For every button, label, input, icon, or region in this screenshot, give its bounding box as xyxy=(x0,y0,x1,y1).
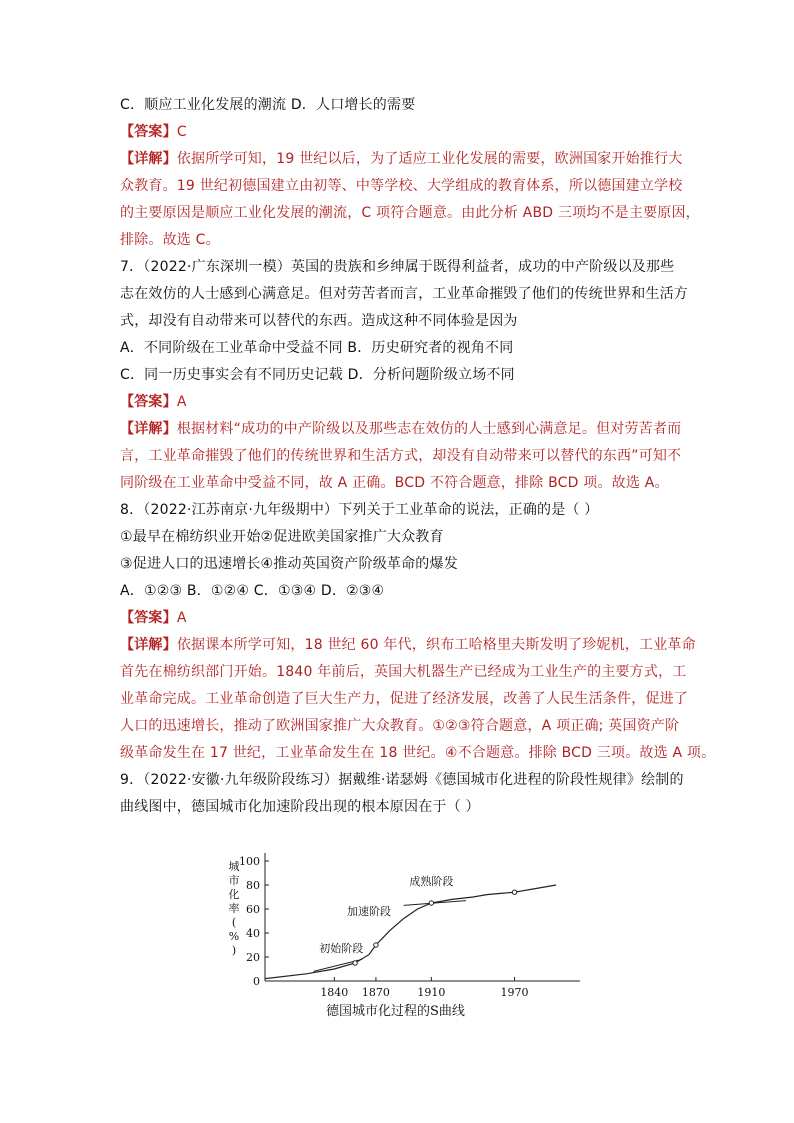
y-tick-label: 20 xyxy=(246,951,260,964)
tangent-line xyxy=(404,901,466,906)
text-line xyxy=(120,173,683,200)
data-point xyxy=(429,901,433,905)
text-line xyxy=(120,200,700,227)
y-axis-label-char: 市 xyxy=(228,874,240,887)
y-tick-label: 100 xyxy=(239,855,260,868)
chart-svg xyxy=(220,848,600,998)
text-line xyxy=(120,524,680,551)
y-axis-label-char: 化 xyxy=(228,888,240,901)
stage-label: 初始阶段 xyxy=(319,942,364,956)
explanation-text: 依据所学可知，19 世纪以后，为了适应工业化发展的需要，欧洲国家开始推行大 xyxy=(176,151,683,167)
answer-tag: 【答案】 xyxy=(120,394,177,410)
x-tick-label: 1910 xyxy=(417,986,446,998)
answer-tag: 【答案】 xyxy=(120,124,177,140)
data-point xyxy=(512,890,516,894)
y-axis-label-char: 率 xyxy=(228,902,240,915)
question-text: 志在效仿的人士感到心满意足。但对劳苦者而言，工业革命摧毁了他们的传统世界和生活方 xyxy=(120,286,688,302)
text-line xyxy=(120,416,680,443)
stage-label: 加速阶段 xyxy=(346,905,391,918)
y-tick-label: 80 xyxy=(246,879,260,892)
data-point xyxy=(353,961,357,965)
explanation-text: 同阶级在工业革命中受益不同，故 A 正确。BCD 不符合题意，排除 BCD 项。故选 A。 xyxy=(120,475,669,491)
chart-caption: 德国城市化过程的S曲线 xyxy=(326,1004,465,1019)
question-text: A．不同阶级在工业革命中受益不同 B．历史研究者的视角不同 xyxy=(120,340,514,356)
question-text: A．①②③ B．①②④ C．①③④ D．②③④ xyxy=(120,583,385,599)
y-axis-label-char: ( xyxy=(231,916,237,929)
data-point xyxy=(374,943,378,947)
explanation-tag: 【详解】 xyxy=(120,151,177,167)
text-line xyxy=(120,362,680,389)
explanation-text: 言，工业革命摧毁了他们的传统世界和生活方式，却没有自动带来可以替代的东西”可知不 xyxy=(120,448,682,464)
text-line xyxy=(120,119,680,146)
question-text: C．同一历史事实会有不同历史记载 D．分析问题阶级立场不同 xyxy=(120,367,515,383)
text-line xyxy=(120,92,680,119)
stage-label: 成熟阶段 xyxy=(409,875,454,888)
text-line xyxy=(120,659,687,686)
explanation-text: 排除。故选 C。 xyxy=(120,232,220,248)
text-line xyxy=(120,443,680,470)
explanation-text: 众教育。19 世纪初德国建立由初等、中等学校、大学组成的教育体系，所以德国建立学校 xyxy=(120,178,683,194)
question-text: 9．（2022·安徽·九年级阶段练习）据戴维·诺瑟姆《德国城市化进程的阶段性规律》绘制的 xyxy=(120,772,684,788)
explanation-tag: 【详解】 xyxy=(120,421,177,437)
question-text: ①最早在棉纺织业开始②促进欧美国家推广大众教育 xyxy=(120,529,444,545)
y-tick-label: 40 xyxy=(246,927,260,940)
y-axis-label-char: % xyxy=(228,930,240,943)
x-tick-label: 1840 xyxy=(320,986,349,998)
explanation-tag: 【详解】 xyxy=(120,637,177,653)
text-line xyxy=(120,740,716,767)
text-line xyxy=(120,794,680,821)
answer-text: A xyxy=(176,610,187,626)
text-line xyxy=(120,335,680,362)
document-page xyxy=(120,92,716,821)
text-line xyxy=(120,146,683,173)
series-line xyxy=(265,885,556,979)
text-line xyxy=(120,308,680,335)
text-line xyxy=(120,713,680,740)
text-line xyxy=(120,767,684,794)
text-line xyxy=(120,686,688,713)
explanation-text: 人口的迅速增长，推动了欧洲国家推广大众教育。①②③符合题意，A 项正确; 英国资产阶 xyxy=(120,718,680,734)
explanation-text: 首先在棉纺织部门开始。1840 年前后，英国大机器生产已经成为工业生产的主要方式，工 xyxy=(120,664,687,680)
urbanization-chart xyxy=(220,848,600,1023)
text-line xyxy=(120,227,680,254)
explanation-text: 的主要原因是顺应工业化发展的潮流，C 项符合题意。由此分析 ABD 三项均不是主要原因， xyxy=(120,205,700,221)
answer-text: C xyxy=(176,124,187,140)
y-axis-label-char: 城 xyxy=(228,860,240,873)
y-tick-label: 0 xyxy=(253,975,260,988)
question-text: ③促进人口的迅速增长④推动英国资产阶级革命的爆发 xyxy=(120,556,458,572)
text-line xyxy=(120,578,680,605)
text-line xyxy=(120,497,680,524)
text-line xyxy=(120,254,680,281)
answer-tag: 【答案】 xyxy=(120,610,177,626)
question-text: 曲线图中，德国城市化加速阶段出现的根本原因在于（ ） xyxy=(120,799,480,815)
question-text: 8．（2022·江苏南京·九年级期中）下列关于工业革命的说法，正确的是（ ） xyxy=(120,502,599,518)
text-line xyxy=(120,389,680,416)
text-line xyxy=(120,551,680,578)
x-tick-label: 1970 xyxy=(500,986,529,998)
text-line xyxy=(120,632,696,659)
explanation-text: 根据材料“成功的中产阶级以及那些志在效仿的人士感到心满意足。但对劳苦者而 xyxy=(176,421,682,437)
y-tick-label: 60 xyxy=(246,903,260,916)
explanation-text: 依据课本所学可知，18 世纪 60 年代，织布工哈格里夫斯发明了珍妮机，工业革命 xyxy=(176,637,696,653)
explanation-text: 级革命发生在 17 世纪，工业革命发生在 18 世纪。④不合题意。排除 BCD 三项。故选 A 项。 xyxy=(120,745,716,761)
question-text: 式，却没有自动带来可以替代的东西。造成这种不同体验是因为 xyxy=(120,313,518,329)
text-line xyxy=(120,605,680,632)
answer-text: A xyxy=(176,394,187,410)
question-text: C．顺应工业化发展的潮流 D．人口增长的需要 xyxy=(120,97,416,113)
explanation-text: 业革命完成。工业革命创造了巨大生产力，促进了经济发展，改善了人民生活条件，促进了 xyxy=(120,691,688,707)
x-tick-label: 1870 xyxy=(361,986,390,998)
y-axis-label-char: ) xyxy=(231,944,237,957)
question-text: 7．（2022·广东深圳一模）英国的贵族和乡绅属于既得利益者，成功的中产阶级以及那些 xyxy=(120,259,675,275)
text-line xyxy=(120,281,688,308)
text-line xyxy=(120,470,680,497)
